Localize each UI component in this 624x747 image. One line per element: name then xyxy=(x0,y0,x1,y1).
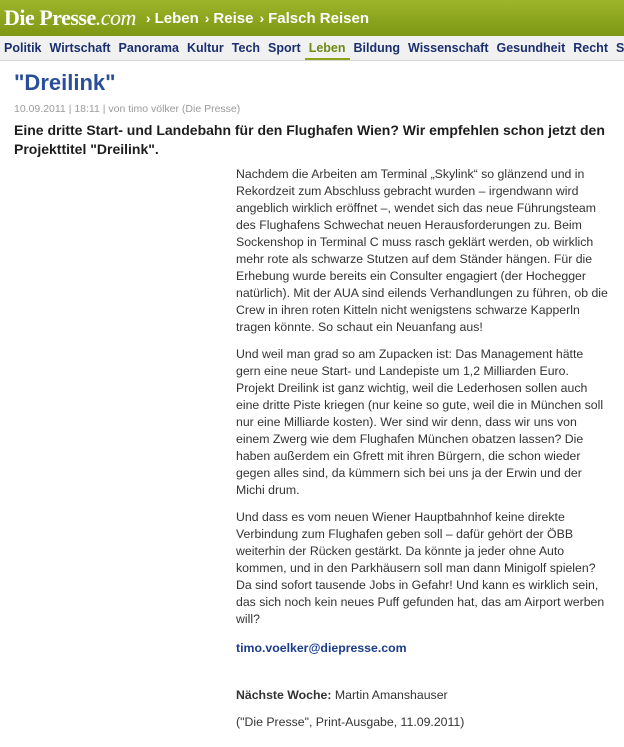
logo-suffix: .com xyxy=(95,5,136,30)
article-lead: Eine dritte Start- und Landebahn für den Flughafen Wien? Wir empfehlen schon jetzt den Projekttitel "Dreilink". xyxy=(14,122,605,157)
article-paragraph: Und weil man grad so am Zupacken ist: Das Management hätte gern eine neue Start- und Landepiste um 1,2 Milliarden Euro. Projekt Dreilink ist ganz wichtig, weil die Lederhosen sollen auch eine dritte Piste kriegen (nur keine so gute, weil die in München soll nur eine Milliarde kosten). Wer sind wir denn, dass wir uns von einem Zwerg wie dem Flughafen München obatzen lassen? Die haben außerdem ein Gfrett mit ihren Bürgern, die schon wieder gegen alles sind, da kümmern sich bei uns ja der Erwin und der Michi drum. xyxy=(236,347,604,497)
nav-item-wirtschaft[interactable]: Wirtschaft xyxy=(49,40,111,55)
next-week-note xyxy=(236,687,608,704)
breadcrumb-reise[interactable] xyxy=(205,10,254,27)
nav-item-wissenschaft[interactable]: Wissenschaft xyxy=(408,40,489,55)
chevron-right-icon: › xyxy=(204,10,210,26)
nav-item-gesundheit[interactable]: Gesundheit xyxy=(496,40,566,55)
next-week-author: Martin Amanshauser xyxy=(331,688,448,702)
nav-item-leben[interactable]: Leben xyxy=(305,36,350,61)
article-title: "Dreilink" xyxy=(14,70,116,95)
nav-item-truncated[interactable]: S xyxy=(615,40,624,55)
nav-item-recht[interactable]: Recht xyxy=(573,40,608,55)
nav-item-tech[interactable]: Tech xyxy=(231,40,261,55)
print-source: ("Die Presse", Print-Ausgabe, 11.09.2011) xyxy=(236,715,465,729)
breadcrumb-label: Falsch Reisen xyxy=(268,9,370,27)
breadcrumb xyxy=(146,10,375,27)
nav-item-panorama[interactable]: Panorama xyxy=(118,40,179,55)
article-body xyxy=(236,166,608,731)
nav-item-sport[interactable]: Sport xyxy=(268,40,301,55)
nav-item-bildung[interactable]: Bildung xyxy=(353,40,401,55)
article-paragraph: Und dass es vom neuen Wiener Hauptbahnhof keine direkte Verbindung zum Flughafen geben soll – dafür gehört der ÖBB weiterhin der Rücken gestärkt. Da könnte ja jeder ohne Auto kommen, und in den Parkhäusern soll man dann Minigolf spielen? Da sind sofort tausende Jobs in Gefahr! Und kann es wirklich sein, das sich noch kein neues Puff gefunden hat, das am Airport werben will? xyxy=(236,510,605,626)
section-nav xyxy=(0,36,624,61)
breadcrumb-falsch-reisen[interactable] xyxy=(259,10,369,27)
next-week-label: Nächste Woche: xyxy=(236,688,332,702)
article-meta: 10.09.2011 | 18:11 | von timo völker (Die Presse) xyxy=(14,103,241,115)
chevron-right-icon: › xyxy=(259,10,265,26)
author-email-link[interactable]: timo.voelker@diepresse.com xyxy=(236,641,407,655)
breadcrumb-label: Leben xyxy=(154,9,199,27)
site-header xyxy=(0,0,624,36)
chevron-right-icon: › xyxy=(145,10,151,26)
logo-main: Die Presse xyxy=(4,5,96,30)
breadcrumb-label: Reise xyxy=(213,9,254,27)
site-logo[interactable] xyxy=(4,0,136,36)
article-paragraph: Nachdem die Arbeiten am Terminal „Skylink“ so glänzend und in Rekordzeit zum Abschluss gebracht wurden – irgendwann wird angeblich wirklich eröffnet –, wendet sich das neue Führungsteam des Flughafens Schwechat neuen Herausforderungen zu. Beim Sockenshop in Terminal C muss rasch geklärt werden, ob wirklich mehr rote als schwarze Stutzen auf dem Ständer hängen. Für die Erhebung wurde bereits ein Consulter engagiert (der Hochegger natürlich). Mit der AUA sind eilends Verhandlungen zu führen, ob die Crew in ihren roten Kitteln nicht wenigstens schwarze Kapperln tragen könnte. So schaut ein Neuanfang aus! xyxy=(236,167,608,334)
breadcrumb-leben[interactable] xyxy=(146,10,199,27)
nav-item-kultur[interactable]: Kultur xyxy=(186,40,224,55)
nav-item-politik[interactable]: Politik xyxy=(4,40,42,55)
